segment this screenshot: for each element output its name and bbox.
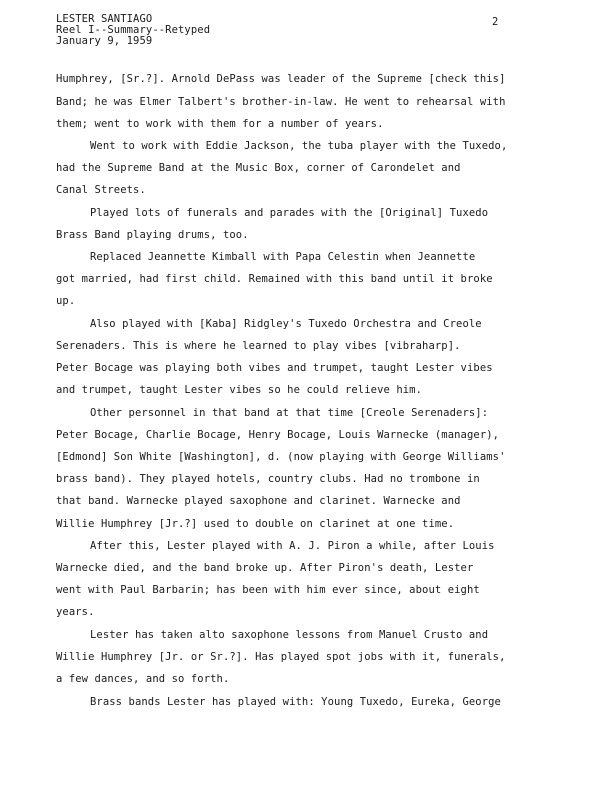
text-line: Brass bands Lester has played with: Young Tuxedo, Eureka, George (90, 696, 501, 708)
text-line: had the Supreme Band at the Music Box, corner of Carondelet and (56, 162, 461, 174)
text-line: Replaced Jeannette Kimball with Papa Celestin when Jeannette (90, 251, 476, 263)
text-line: Willie Humphrey [Jr. or Sr.?]. Has played spot jobs with it, funerals, (56, 651, 506, 663)
text-line: After this, Lester played with A. J. Piron a while, after Louis (90, 540, 495, 552)
text-line: Also played with [Kaba] Ridgley's Tuxedo Orchestra and Creole (90, 318, 482, 330)
text-line: Peter Bocage was playing both vibes and trumpet, taught Lester vibes (56, 362, 493, 374)
text-line: them; went to work with them for a number of years. (56, 118, 384, 130)
text-line: Went to work with Eddie Jackson, the tuba player with the Tuxedo, (90, 140, 508, 152)
text-line: years. (56, 606, 95, 618)
text-line: Warnecke died, and the band broke up. After Piron's death, Lester (56, 562, 474, 574)
text-line: Serenaders. This is where he learned to play vibes [vibraharp]. (56, 340, 461, 352)
text-line: got married, had first child. Remained with this band until it broke (56, 273, 493, 285)
text-line: Brass Band playing drums, too. (56, 229, 249, 241)
text-line: brass band). They played hotels, country clubs. Had no trombone in (56, 473, 480, 485)
interview-date: January 9, 1959 (56, 35, 153, 47)
text-line: up. (56, 295, 76, 307)
text-line: and trumpet, taught Lester vibes so he could relieve him. (56, 384, 423, 396)
interviewee-name: LESTER SANTIAGO (56, 13, 153, 25)
text-line: Peter Bocage, Charlie Bocage, Henry Bocage, Louis Warnecke (manager), (56, 429, 500, 441)
reel-label: Reel I--Summary--Retyped (56, 24, 211, 36)
text-line: Band; he was Elmer Talbert's brother-in-law. He went to rehearsal with (56, 96, 506, 108)
text-line: [Edmond] Son White [Washington], d. (now playing with George Williams' (56, 451, 506, 463)
text-line: went with Paul Barbarin; has been with him ever since, about eight (56, 584, 480, 596)
text-line: a few dances, and so forth. (56, 673, 230, 685)
text-line: Willie Humphrey [Jr.?] used to double on clarinet at one time. (56, 518, 455, 530)
text-line: Lester has taken alto saxophone lessons from Manuel Crusto and (90, 629, 489, 641)
text-line: Played lots of funerals and parades with the [Original] Tuxedo (90, 207, 489, 219)
text-line: Other personnel in that band at that time [Creole Serenaders]: (90, 407, 489, 419)
page-header (56, 14, 210, 47)
text-line: that band. Warnecke played saxophone and clarinet. Warnecke and (56, 495, 461, 507)
text-line: Humphrey, [Sr.?]. Arnold DePass was leader of the Supreme [check this] (56, 73, 506, 85)
text-line: Canal Streets. (56, 184, 146, 196)
page-number: 2 (492, 16, 499, 28)
